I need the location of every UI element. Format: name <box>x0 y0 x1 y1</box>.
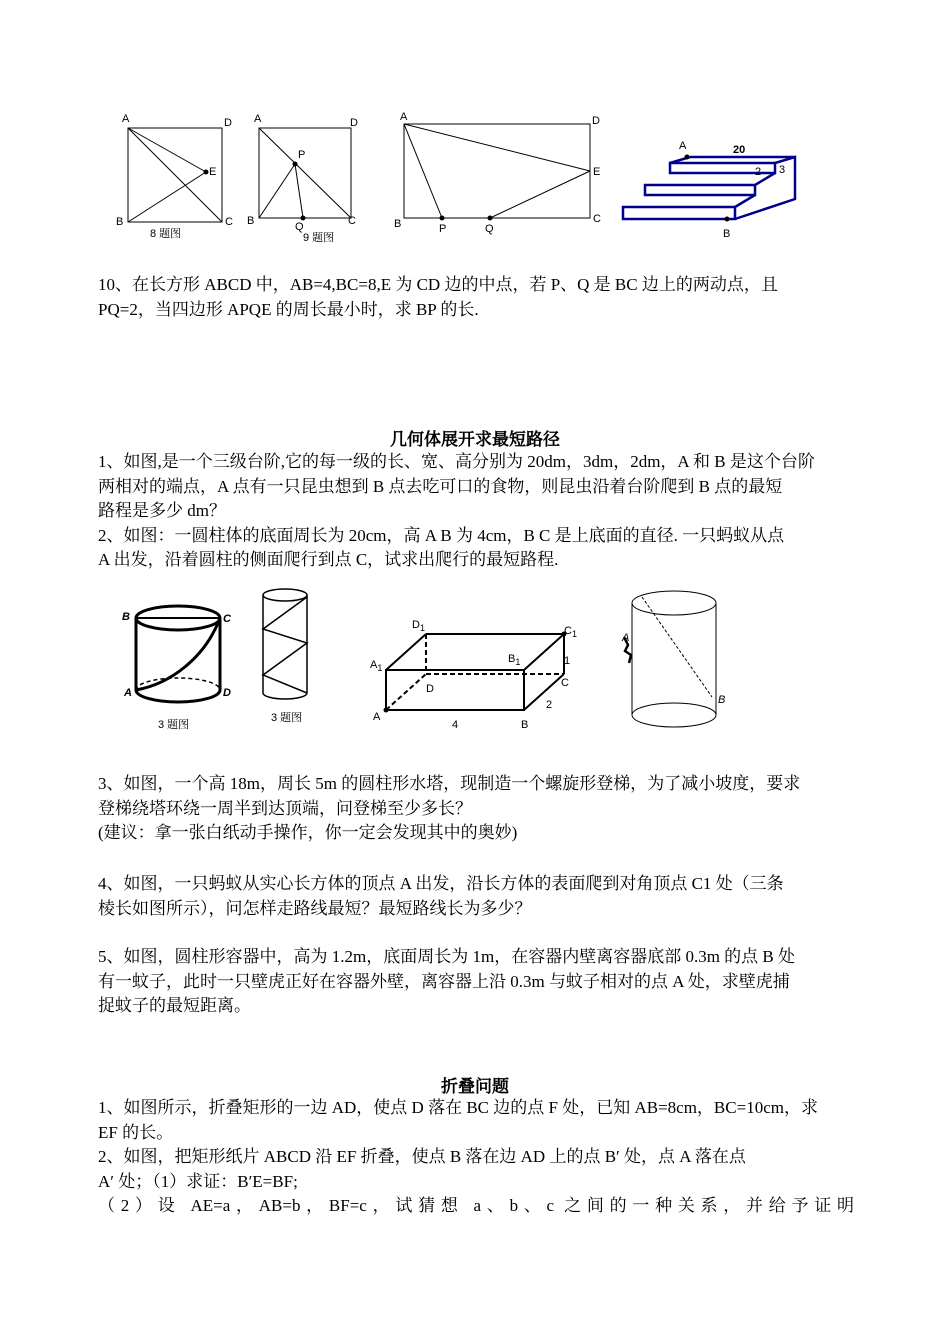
label-B: B <box>122 611 130 623</box>
label-D: D <box>592 115 600 127</box>
problem-5-line-2: 有一蚊子，此时一只壁虎正好在容器外壁，离容器上沿 0.3m 与蚊子相对的点 A 处，求壁虎捕 <box>98 971 790 991</box>
problem-3-line-1: 3、如图，一个高 18m，周长 5m 的圆柱形水塔，现制造一个螺旋形登梯，为了减小坡度，要求 <box>98 774 801 793</box>
label-D: D <box>223 687 231 699</box>
label-E: E <box>209 166 217 178</box>
label-C: C <box>348 215 356 227</box>
label-Q: Q <box>295 221 304 233</box>
label-A: A <box>254 113 262 125</box>
label-D1: $D_1$ <box>412 619 425 633</box>
caption: 3 题图 <box>158 719 190 731</box>
problem-2-line-2: A 出发，沿着圆柱的侧面爬行到点 C，试求出爬行的最短路程. <box>98 550 559 569</box>
label-D: D <box>224 117 232 129</box>
label-A: A <box>373 711 381 723</box>
caption: 9 题图 <box>303 232 335 244</box>
label-B1: $B_1$ <box>508 653 521 667</box>
figure-stairs <box>615 135 805 245</box>
label-A1: $A_1$ <box>370 659 383 673</box>
problem-10-line-1: 10、在长方形 ABCD 中，AB=4,BC=8,E 为 CD 边的中点，若 P、Q 是 BC 边上的两动点，且 <box>98 275 778 294</box>
label-20: 20 <box>733 144 746 156</box>
edge-length-4: 4 <box>452 719 459 731</box>
edge-length-1: 1 <box>564 655 571 667</box>
problem-3 <box>98 772 854 846</box>
label-A: A <box>400 111 408 123</box>
box-drawing <box>368 612 588 742</box>
label-C: C <box>593 213 601 225</box>
problem-4-line-1: 4、如图，一只蚂蚁从实心长方体的顶点 A 出发，沿长方体的表面爬到对角顶点 C1 处（三条 <box>98 874 784 893</box>
problem-5-line-3: 捉蚊子的最短距离。 <box>98 996 251 1015</box>
stairs-drawing <box>615 135 805 245</box>
label-B: B <box>718 694 726 706</box>
problem-2-line-1: 2、如图：一圆柱体的底面周长为 20cm，高 A B 为 4cm，B C 是上底面的直径. 一只蚂蚁从点 <box>98 525 785 545</box>
fold-problem-1-line-1: 1、如图所示，折叠矩形的一边 AD，使点 D 落在 BC 边的点 F 处，已知 AB=8cm，BC=10cm，求 <box>98 1098 818 1117</box>
section-title-shortest-path: 几何体展开求最短路径 <box>390 430 560 449</box>
problem-10 <box>98 273 854 322</box>
caption: 8 题图 <box>150 228 182 240</box>
problem-1-line-2: 两相对的端点，A 点有一只昆虫想到 B 点去吃可口的食物，则昆虫沿着台阶爬到 B 点的最短 <box>98 476 783 496</box>
problem-5 <box>98 945 854 1019</box>
problem-3-line-2: 登梯绕塔环绕一周半到达顶端，问登梯至少多长？ <box>98 798 472 818</box>
label-A: A <box>124 687 132 699</box>
cylinder-2-drawing <box>255 585 325 730</box>
figure-cylinder-1 <box>120 598 240 738</box>
problem-10-line-2: PQ=2，当四边形 APQE 的周长最小时，求 BP 的长. <box>98 299 479 319</box>
label-A: A <box>622 632 630 644</box>
caption: 3 题图 <box>271 712 303 724</box>
section1-problems-1-2 <box>98 450 854 573</box>
figure-9-drawing <box>245 110 365 245</box>
problem-1-line-1: 1、如图,是一个三级台阶,它的每一级的长、宽、高分别为 20dm，3dm，2dm，A 和 B 是这个台阶 <box>98 452 815 471</box>
label-3: 3 <box>779 164 786 176</box>
label-B: B <box>116 216 124 228</box>
label-B: B <box>247 215 255 227</box>
edge-length-2: 2 <box>546 699 553 711</box>
fold-problem-2-line-2: A′ 处；（1）求证：B′E=BF; <box>98 1171 298 1191</box>
label-B: B <box>521 719 529 731</box>
figure-box <box>368 612 588 742</box>
label-A: A <box>122 113 130 125</box>
label-Q: Q <box>485 223 494 235</box>
problem-1-line-3: 路程是多少 dm？ <box>98 501 226 520</box>
fold-problem-1-line-2: EF 的长。 <box>98 1122 174 1142</box>
label-D: D <box>426 683 434 695</box>
figure-cylinder-2 <box>255 585 325 730</box>
cylinder-1-drawing <box>120 598 240 738</box>
fold-problem-2-line-1: 2、如图，把矩形纸片 ABCD 沿 EF 折叠，使点 B 落在边 AD 上的点 B′ 处，点 A 落在点 <box>98 1147 746 1166</box>
cylinder-4-drawing <box>612 585 732 735</box>
label-C: C <box>225 216 233 228</box>
label-P: P <box>298 149 306 161</box>
section2-problems <box>98 1096 854 1219</box>
problem-3-line-3: (建议：拿一张白纸动手操作，你一定会发现其中的奥妙) <box>98 823 518 842</box>
figure-10 <box>392 108 612 238</box>
figure-9 <box>245 110 365 245</box>
fold-problem-2-line-3: （2）设 AE=a，AB=b，BF=c，试猜想 a、b、c 之间的一种关系，并给予证明 <box>98 1196 854 1215</box>
figure-10-drawing <box>392 108 612 238</box>
label-P: P <box>439 223 447 235</box>
label-D: D <box>350 117 358 129</box>
problem-4-line-2: 棱长如图所示），问怎样走路线最短？最短路线长为多少？ <box>98 898 532 918</box>
figure-8 <box>110 110 240 245</box>
label-B: B <box>394 218 402 230</box>
label-E: E <box>593 166 601 178</box>
section-title-folding: 折叠问题 <box>441 1077 509 1096</box>
label-A: A <box>679 140 687 152</box>
figure-8-drawing <box>110 110 240 245</box>
label-C1: $C_1$ <box>564 625 577 639</box>
problem-4 <box>98 872 854 921</box>
label-C: C <box>561 677 569 689</box>
label-C: C <box>223 613 231 625</box>
label-B: B <box>723 228 731 240</box>
label-2: 2 <box>755 166 762 178</box>
figure-cylinder-4 <box>612 585 732 735</box>
problem-5-line-1: 5、如图，圆柱形容器中，高为 1.2m，底面周长为 1m，在容器内壁离容器底部 0.3m 的点 B 处 <box>98 947 796 966</box>
